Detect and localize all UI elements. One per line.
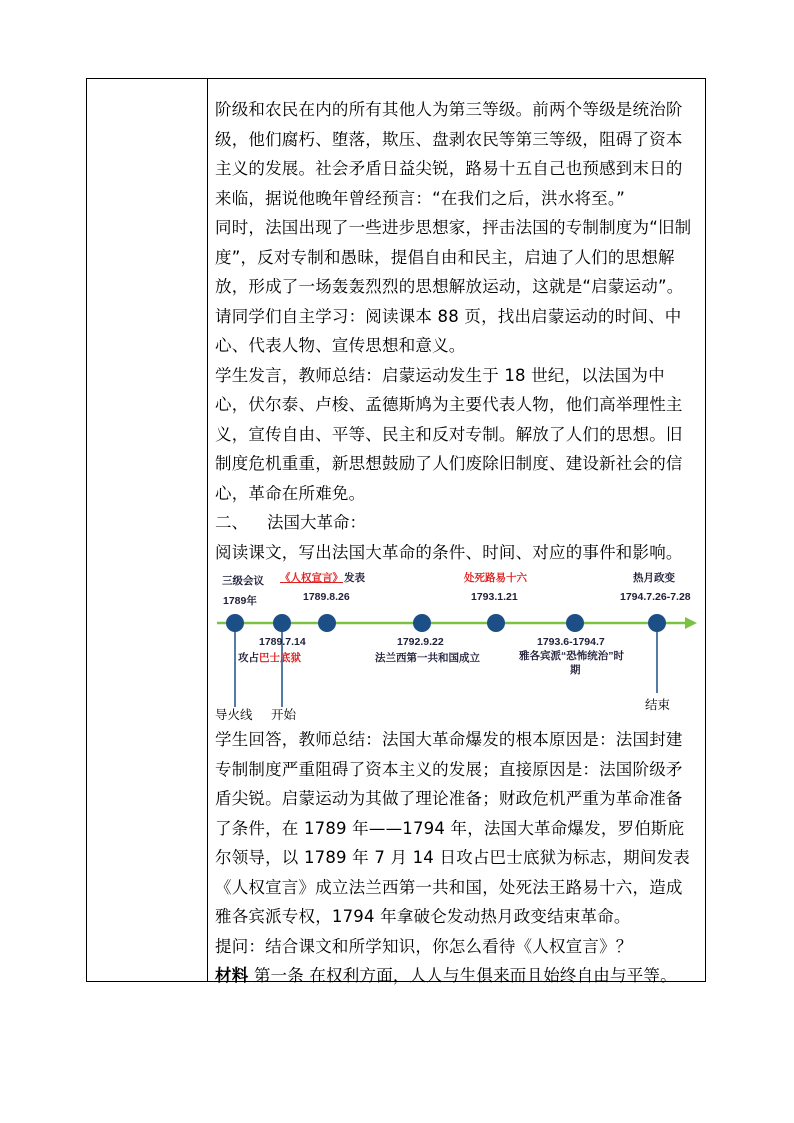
paragraph-enlightenment-intro: 同时，法国出现了一些进步思想家，抨击法国的专制制度为“旧制度”，反对专制和愚昧，提倡自由和民主，启迪了人们的思想解放，形成了一场轰轰烈烈的思想解放运动，这就是“启蒙运动”。	[215, 218, 692, 296]
event-jacobin-terror: 雅各宾派“恐怖统治”时	[519, 650, 624, 662]
label-estates-general: 三级会议	[222, 575, 264, 587]
timeline-node	[226, 614, 244, 632]
timeline-node	[566, 614, 584, 632]
date-1794: 1794.7.26-7.28	[620, 591, 691, 603]
material-line	[215, 961, 697, 991]
read-instruction: 阅读课文，写出法国大革命的条件、时间、对应的事件和影响。	[215, 542, 683, 562]
date-1789-7-14: 1789.7.14	[259, 636, 306, 648]
timeline-arrowhead	[685, 617, 697, 629]
label-execution: 处死路易十六	[464, 572, 527, 584]
timeline-node	[413, 614, 431, 632]
section-heading	[215, 508, 697, 538]
date-1793-6: 1793.6-1794.7	[537, 636, 605, 648]
timeline-node	[318, 614, 336, 632]
label-end: 结束	[645, 697, 671, 712]
section-number: 二、	[215, 513, 248, 532]
date-1793-1-21: 1793.1.21	[471, 591, 518, 603]
timeline-node	[273, 614, 291, 632]
material-label: 材料	[215, 966, 249, 985]
revolution-timeline	[215, 569, 697, 721]
paragraph-question: 提问：结合课文和所学知识，你怎么看待《人权宣言》？	[215, 936, 633, 956]
lesson-table	[86, 78, 706, 985]
event-bastille: 攻占巴士底狱	[238, 652, 301, 664]
paragraph-estates: 阶级和农民在内的所有其他人为第三等级。前两个等级是统治阶级，他们腐朽、堕落，欺压、盘剥农民等第三等级，阻碍了资本主义的发展。社会矛盾日益尖锐，路易十五自己也预感到末日的来临，据说他晚年曾经预言：“在我们之后，洪水将至。”	[215, 100, 683, 208]
material-text: 第一条 在权利方面，人人与生俱来而且始终自由与平等。	[253, 966, 677, 985]
timeline-node	[487, 614, 505, 632]
label-thermidor: 热月政变	[633, 572, 675, 584]
paragraph-revolution-summary: 学生回答，教师总结：法国大革命爆发的根本原因是：法国封建专制制度严重阻碍了资本主义的发展；直接原因是：法国阶级矛盾尖锐。启蒙运动为其做了理论准备；财政危机严重为革命准备了条件，在 1789 年——1794 年，法国大革命爆发，罗伯斯庇尔领导，以 1789 年 7 月 14 日攻占巴士底狱为标志，期间发表《人权宣言》成立法兰西第一共和国，处死法王路易十六，造成雅各宾派专权，1794 年拿破仑发动热月政变结束革命。	[215, 730, 690, 926]
section-title: 法国大革命：	[267, 513, 366, 532]
label-start: 开始	[271, 707, 297, 721]
content-cell	[215, 95, 697, 991]
label-rights-declaration: 《人权宣言》	[280, 572, 343, 584]
timeline-svg	[215, 569, 697, 721]
date-1789: 1789年	[223, 595, 257, 607]
paragraph-enlightenment-summary: 学生发言，教师总结：启蒙运动发生于 18 世纪，以法国为中心，伏尔泰、卢梭、孟德斯鸠为主要代表人物，他们高举理性主义，宣传自由、平等、民主和反对专制。解放了人们的思想。旧制度危机重重，新思想鼓励了人们废除旧制度、建设新社会的信心，革命在所难免。	[215, 365, 683, 503]
event-jacobin-terror-cont: 期	[570, 664, 581, 676]
label-fuse: 导火线	[215, 707, 253, 721]
left-column-cell	[87, 79, 208, 981]
date-1789-8-26: 1789.8.26	[303, 591, 350, 603]
event-first-republic: 法兰西第一共和国成立	[375, 652, 480, 664]
timeline-node	[648, 614, 666, 632]
label-published: 发表	[344, 572, 365, 584]
paragraph-self-study: 请同学们自主学习：阅读课本 88 页，找出启蒙运动的时间、中心、代表人物、宣传思想和意义。	[215, 306, 682, 355]
date-1792-9-22: 1792.9.22	[397, 636, 444, 648]
